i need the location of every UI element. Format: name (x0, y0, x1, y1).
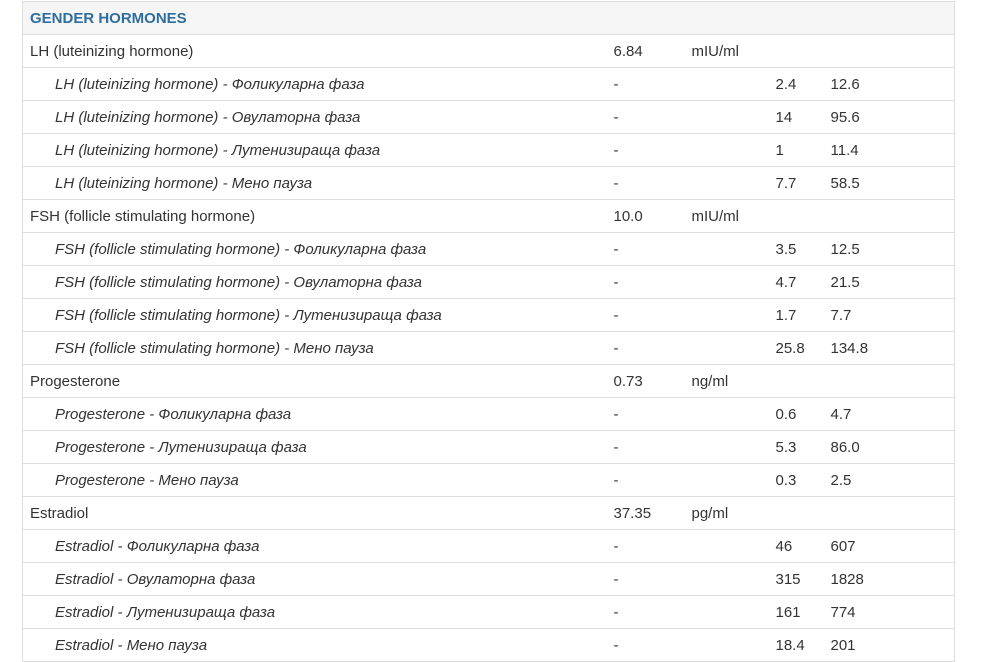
unit-cell (685, 332, 769, 365)
unit-cell (685, 134, 769, 167)
reference-range-row (23, 167, 955, 200)
unit-cell: mIU/ml (685, 200, 769, 233)
reference-min-cell: 3.5 (769, 233, 824, 266)
reference-min-cell: 14 (769, 101, 824, 134)
test-name-cell: Estradiol - Фоликуларна фаза (23, 530, 607, 563)
reference-min-cell: 18.4 (769, 629, 824, 662)
section-title: GENDER HORMONES (23, 2, 955, 35)
test-name-cell: LH (luteinizing hormone) - Мено пауза (23, 167, 607, 200)
unit-cell (685, 530, 769, 563)
result-value-cell: - (607, 101, 685, 134)
reference-max-cell: 201 (824, 629, 955, 662)
test-name-cell: FSH (follicle stimulating hormone) - Лутенизираща фаза (23, 299, 607, 332)
reference-max-cell: 2.5 (824, 464, 955, 497)
unit-cell (685, 464, 769, 497)
reference-range-row (23, 431, 955, 464)
unit-cell (685, 233, 769, 266)
reference-min-cell: 0.3 (769, 464, 824, 497)
reference-range-row (23, 134, 955, 167)
reference-range-row (23, 398, 955, 431)
unit-cell (685, 101, 769, 134)
unit-cell (685, 299, 769, 332)
result-value-cell: - (607, 299, 685, 332)
reference-max-cell: 607 (824, 530, 955, 563)
lab-results-body (23, 2, 955, 662)
unit-cell (685, 266, 769, 299)
reference-range-row (23, 299, 955, 332)
test-name-cell: Progesterone - Мено пауза (23, 464, 607, 497)
result-value-cell: - (607, 332, 685, 365)
test-result-row (23, 497, 955, 530)
test-name-cell: FSH (follicle stimulating hormone) - Фоликуларна фаза (23, 233, 607, 266)
reference-max-cell (824, 365, 955, 398)
reference-max-cell (824, 497, 955, 530)
result-value-cell: 10.0 (607, 200, 685, 233)
test-name-cell: Progesterone - Фоликуларна фаза (23, 398, 607, 431)
result-value-cell: - (607, 134, 685, 167)
reference-max-cell: 58.5 (824, 167, 955, 200)
reference-min-cell (769, 35, 824, 68)
reference-max-cell: 12.6 (824, 68, 955, 101)
test-name-cell: LH (luteinizing hormone) (23, 35, 607, 68)
lab-results-table (22, 1, 955, 662)
unit-cell (685, 398, 769, 431)
reference-min-cell: 1.7 (769, 299, 824, 332)
test-result-row (23, 200, 955, 233)
reference-min-cell (769, 497, 824, 530)
result-value-cell: - (607, 431, 685, 464)
reference-min-cell: 315 (769, 563, 824, 596)
reference-max-cell (824, 200, 955, 233)
reference-min-cell (769, 365, 824, 398)
result-value-cell: - (607, 167, 685, 200)
reference-range-row (23, 101, 955, 134)
reference-range-row (23, 332, 955, 365)
reference-range-row (23, 563, 955, 596)
result-value-cell: - (607, 266, 685, 299)
result-value-cell: - (607, 629, 685, 662)
reference-range-row (23, 68, 955, 101)
test-result-row (23, 365, 955, 398)
unit-cell (685, 431, 769, 464)
reference-min-cell: 2.4 (769, 68, 824, 101)
test-result-row (23, 35, 955, 68)
test-name-cell: LH (luteinizing hormone) - Лутенизираща фаза (23, 134, 607, 167)
reference-max-cell: 774 (824, 596, 955, 629)
result-value-cell: 37.35 (607, 497, 685, 530)
reference-max-cell: 95.6 (824, 101, 955, 134)
reference-range-row (23, 464, 955, 497)
unit-cell: mIU/ml (685, 35, 769, 68)
test-name-cell: FSH (follicle stimulating hormone) (23, 200, 607, 233)
reference-min-cell: 1 (769, 134, 824, 167)
result-value-cell: - (607, 464, 685, 497)
reference-min-cell: 5.3 (769, 431, 824, 464)
reference-range-row (23, 530, 955, 563)
reference-min-cell: 4.7 (769, 266, 824, 299)
unit-cell (685, 596, 769, 629)
unit-cell (685, 68, 769, 101)
reference-max-cell: 134.8 (824, 332, 955, 365)
result-value-cell: - (607, 68, 685, 101)
test-name-cell: Estradiol - Лутенизираща фаза (23, 596, 607, 629)
reference-range-row (23, 233, 955, 266)
reference-max-cell: 86.0 (824, 431, 955, 464)
reference-max-cell: 21.5 (824, 266, 955, 299)
test-name-cell: LH (luteinizing hormone) - Фоликуларна фаза (23, 68, 607, 101)
unit-cell: pg/ml (685, 497, 769, 530)
reference-max-cell: 11.4 (824, 134, 955, 167)
reference-max-cell: 4.7 (824, 398, 955, 431)
test-name-cell: Estradiol (23, 497, 607, 530)
reference-min-cell: 46 (769, 530, 824, 563)
reference-min-cell: 25.8 (769, 332, 824, 365)
reference-min-cell: 0.6 (769, 398, 824, 431)
reference-range-row (23, 266, 955, 299)
result-value-cell: 0.73 (607, 365, 685, 398)
unit-cell (685, 629, 769, 662)
test-name-cell: Estradiol - Мено пауза (23, 629, 607, 662)
unit-cell (685, 167, 769, 200)
result-value-cell: - (607, 563, 685, 596)
reference-min-cell: 161 (769, 596, 824, 629)
test-name-cell: FSH (follicle stimulating hormone) - Овулаторна фаза (23, 266, 607, 299)
reference-max-cell: 7.7 (824, 299, 955, 332)
reference-max-cell: 1828 (824, 563, 955, 596)
result-value-cell: - (607, 596, 685, 629)
result-value-cell: - (607, 398, 685, 431)
reference-min-cell (769, 200, 824, 233)
result-value-cell: - (607, 233, 685, 266)
reference-max-cell (824, 35, 955, 68)
result-value-cell: - (607, 530, 685, 563)
test-name-cell: FSH (follicle stimulating hormone) - Мено пауза (23, 332, 607, 365)
unit-cell: ng/ml (685, 365, 769, 398)
reference-range-row (23, 629, 955, 662)
test-name-cell: Progesterone (23, 365, 607, 398)
test-name-cell: Estradiol - Овулаторна фаза (23, 563, 607, 596)
test-name-cell: LH (luteinizing hormone) - Овулаторна фаза (23, 101, 607, 134)
section-header-row (23, 2, 955, 35)
result-value-cell: 6.84 (607, 35, 685, 68)
test-name-cell: Progesterone - Лутенизираща фаза (23, 431, 607, 464)
reference-range-row (23, 596, 955, 629)
unit-cell (685, 563, 769, 596)
reference-min-cell: 7.7 (769, 167, 824, 200)
reference-max-cell: 12.5 (824, 233, 955, 266)
